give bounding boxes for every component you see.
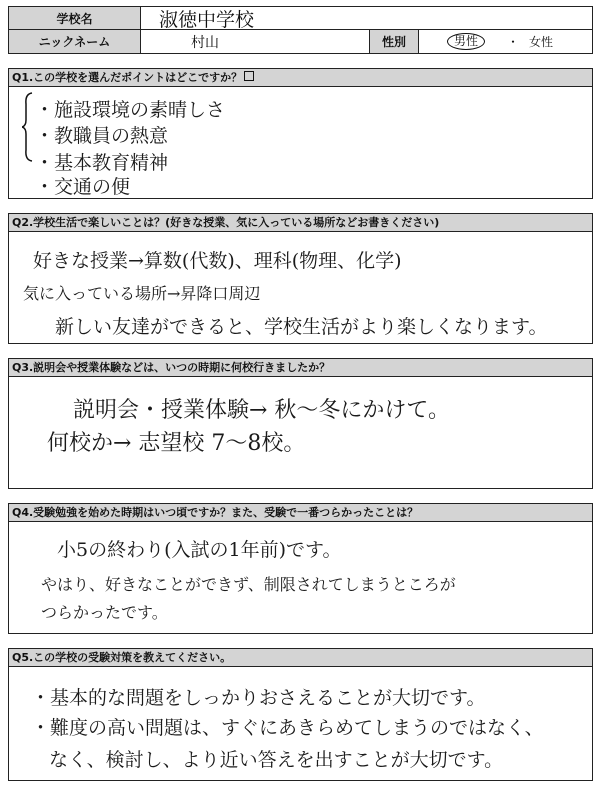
q3-answer-line: 何校か→ 志望校 7～8校。 bbox=[47, 431, 306, 456]
q5-answer-line: ・難度の高い問題は、すぐにあきらめてしまうのではなく、 bbox=[31, 717, 544, 739]
q1-answer-line: ・基本教育精神 bbox=[35, 152, 169, 174]
q1-answer-line: ・交通の便 bbox=[35, 176, 131, 198]
q1-answer-line: ・教職員の熱意 bbox=[35, 125, 169, 147]
q1-answer-line: ・施設環境の素晴しさ bbox=[35, 99, 226, 121]
school-name-value: 淑徳中学校 bbox=[140, 6, 593, 30]
gender-label: 性別 bbox=[369, 29, 419, 54]
gender-separator: ・ bbox=[507, 35, 520, 49]
q5-answer-line: なく、検討し、より近い答えを出すことが大切です。 bbox=[49, 749, 504, 771]
q5-question: Q5.この学校の受験対策を教えてください。 bbox=[9, 649, 592, 667]
q3-question: Q3.説明会や授業体験などは、いつの時期に何校行きましたか？ bbox=[9, 359, 592, 377]
header bbox=[8, 6, 593, 54]
q4-answer-line: つらかったです。 bbox=[41, 603, 168, 622]
q5-section bbox=[8, 648, 593, 781]
q3-answer-line: 説明会・授業体験→ 秋～冬にかけて。 bbox=[73, 398, 450, 423]
gender-male-option bbox=[447, 30, 485, 53]
q3-section bbox=[8, 358, 593, 489]
q4-answer-line: やはり、好きなことができず、制限されてしまうところが bbox=[41, 575, 456, 594]
brace-icon bbox=[22, 92, 34, 162]
q2-question: Q2.学校生活で楽しいことは？(好きな授業、気に入っている場所などお書きください) bbox=[9, 214, 592, 232]
q2-section bbox=[8, 213, 593, 344]
q4-question: Q4.受験勉強を始めた時期はいつ頃ですか？また、受験で一番つらかったことは？ bbox=[9, 504, 592, 522]
q2-answer-line: 新しい友達ができると、学校生活がより楽しくなります。 bbox=[55, 316, 548, 338]
q1-section bbox=[8, 68, 593, 199]
q5-answer-line: ・基本的な問題をしっかりおさえることが大切です。 bbox=[31, 687, 486, 709]
q4-section bbox=[8, 503, 593, 634]
checkbox-icon bbox=[244, 71, 254, 81]
nickname-value: 村山 bbox=[140, 29, 370, 54]
nickname-label: ニックネーム bbox=[8, 29, 141, 54]
gender-selected-circle: 男性 bbox=[447, 33, 485, 50]
gender-field bbox=[418, 29, 593, 54]
gender-female-option: 女性 bbox=[529, 35, 554, 49]
q2-answer-line: 好きな授業→算数(代数)、理科(物理、化学) bbox=[33, 250, 402, 272]
school-name-label: 学校名 bbox=[8, 6, 141, 30]
q2-answer-line: 気に入っている場所→昇降口周辺 bbox=[23, 284, 261, 303]
q1-question: Q1.この学校を選んだポイントはどこですか？ bbox=[9, 69, 592, 87]
q4-answer-line: 小5の終わり(入試の1年前)です。 bbox=[57, 539, 342, 561]
